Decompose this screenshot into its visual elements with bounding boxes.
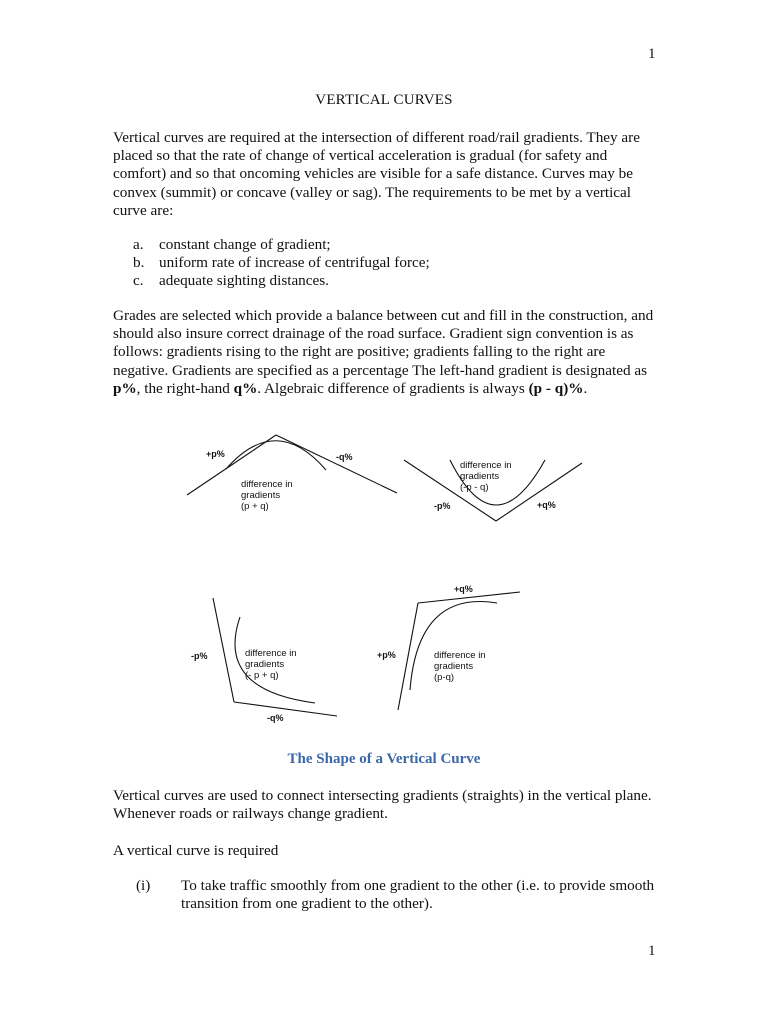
steep-summit-curve-diagram: [377, 584, 520, 710]
grades-text-mid: , the right-hand: [136, 379, 234, 397]
right-tangent-line: [234, 702, 337, 716]
difference-label: gradients: [245, 659, 285, 670]
gradient-difference: (p - q)%: [528, 379, 584, 397]
list-marker: a.: [133, 236, 144, 253]
list-item-text: constant change of gradient;: [159, 236, 331, 253]
right-grade-label: +q%: [454, 584, 473, 594]
difference-label: difference in: [245, 648, 297, 659]
required-line: A vertical curve is required: [113, 842, 279, 859]
right-tangent-line: [496, 463, 582, 521]
difference-label: (-p - q): [460, 482, 489, 493]
difference-label: gradients: [434, 661, 474, 672]
left-grade-label: -p%: [191, 651, 208, 661]
page-number-bottom: 1: [648, 943, 656, 959]
p-percent: p%: [113, 379, 137, 397]
item-marker: (i): [136, 877, 151, 894]
right-tangent-line: [276, 435, 397, 493]
list-marker: c.: [133, 272, 144, 290]
intro-paragraph: Vertical curves are required at the intersection of different road/rail gradients. They are placed so that the rate of change of vertical acceleration is gradual (for safety and comfort) and so that oncoming vehicles are visible for a safe distance. Curves may be convex (summit) or concave (valley or sag). The requirements to be met by a vertical curve are:: [113, 129, 640, 219]
shape-paragraph: Vertical curves are used to connect intersecting gradients (straights) in the vertical plane. Whenever roads or railways change gradient.: [113, 787, 652, 823]
left-grade-label: -p%: [434, 501, 451, 511]
list-item-text: adequate sighting distances.: [159, 272, 329, 290]
list-item-text: uniform rate of increase of centrifugal force;: [159, 254, 430, 272]
left-grade-label: +p%: [377, 650, 396, 660]
sag-curve-diagram: [404, 460, 582, 521]
steep-sag-curve-diagram: [191, 598, 337, 723]
difference-label: difference in: [434, 650, 486, 661]
difference-label: difference in: [460, 460, 512, 471]
left-tangent-line: [213, 598, 234, 702]
vertical-curve-diagrams: [0, 420, 768, 740]
difference-label: gradients: [241, 490, 281, 501]
summit-curve-arc: [226, 441, 326, 470]
grades-text-mid2: . Algebraic difference of gradients is always: [257, 379, 529, 397]
list-item: [133, 272, 430, 290]
list-item: [133, 254, 430, 272]
difference-label: gradients: [460, 471, 500, 482]
page-number-top: 1: [648, 46, 656, 62]
difference-label: (p + q): [241, 501, 269, 512]
item-text: To take traffic smoothly from one gradient to the other (i.e. to provide smooth transition from one gradient to the other).: [181, 877, 655, 913]
right-grade-label: -q%: [267, 713, 284, 723]
list-marker: b.: [133, 254, 145, 272]
grades-text-end: .: [583, 379, 588, 397]
grades-paragraph: [113, 307, 658, 398]
difference-label: difference in: [241, 479, 293, 490]
difference-label: (p-q): [434, 672, 455, 683]
list-item: [133, 236, 430, 254]
left-grade-label: +p%: [206, 449, 225, 459]
summit-curve-diagram: [187, 435, 397, 512]
right-grade-label: -q%: [336, 452, 353, 462]
page-title: VERTICAL CURVES: [315, 92, 453, 108]
difference-label: (- p + q): [245, 670, 279, 681]
requirements-list: [133, 236, 430, 291]
q-percent: q%: [233, 379, 258, 397]
right-grade-label: +q%: [537, 500, 556, 510]
grades-text: Grades are selected which provide a balance between cut and fill in the construction, and should also insure correct drainage of the road surface. Gradient sign convention is as follows: gradients rising to the right are positive; gradients falling to the right are negative. Gradients are specified as a percentage The left-hand gradient is designated as: [113, 307, 654, 379]
section-heading: The Shape of a Vertical Curve: [287, 751, 481, 767]
